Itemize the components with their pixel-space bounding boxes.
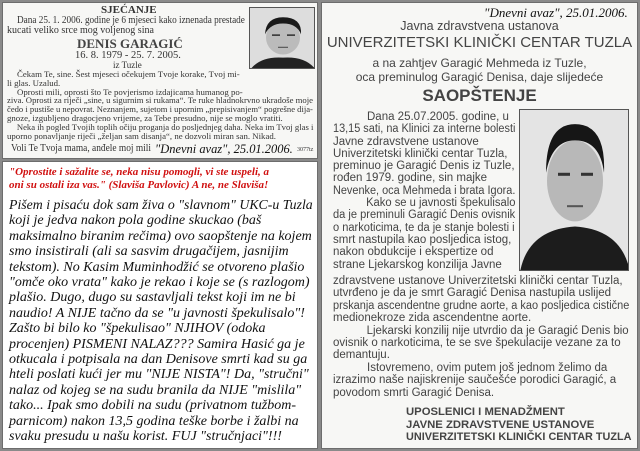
text-line: zdravstvene ustanove Univerzitetski klinički centar Tuzla, xyxy=(333,275,623,287)
comment-panel xyxy=(2,161,318,449)
text-line: uporno ponavljanje riječi „željan sam disanja“, ne dozvoli miran san. Nikad. xyxy=(7,130,276,141)
org-line-2: UNIVERZITETSKI KLINIČKI CENTAR TUZLA xyxy=(326,34,633,51)
text-line: otkucala i potpisala na dan Denisove smrti kad su ga xyxy=(9,352,308,368)
obituary-code: 3077tz xyxy=(297,147,314,153)
text-line: parnicom) nakon 13,5 godina teške borbe i žalbi na xyxy=(9,413,299,429)
text-line: demantuju. xyxy=(333,349,390,362)
obituary-heading: SJEĆANJE xyxy=(101,4,157,16)
obituary-source: "Dnevni avaz", 25.01.2006. xyxy=(155,141,293,156)
text-line: o narkoticima, te da je stanje bolesti i xyxy=(333,221,515,234)
text-line: Čekam Te, sine. Šest mjeseci očekujem Tvoje korake, Tvoj mi- xyxy=(17,69,240,79)
obituary-dates: 16. 8. 1979 - 25. 7. 2005. xyxy=(75,50,181,61)
request-text xyxy=(322,56,637,84)
text-line: utvrđeno je da je smrt Garagić Denisa nastupila uslijed xyxy=(333,287,612,300)
text-line: gnoze, izgubljeno dragocjeno vrijeme, za Tebe presudno, nije se moglo vratiti. xyxy=(7,112,283,123)
notice-body-narrow xyxy=(333,111,515,271)
signoff-line: JAVNE ZDRAVSTVENE USTANOVE xyxy=(406,418,595,431)
text-line: tekstom). No Kasim Muminhodžić se otvoreno plašio xyxy=(9,259,305,275)
text-line: preminuo je Garagić Denis iz Tuzle, xyxy=(333,160,515,173)
text-line: svaku presudu u našu korist. FUJ "stručnjaci"!!! xyxy=(9,429,282,445)
text-line: Dana 25.07.2005. godine, u xyxy=(367,111,509,123)
obituary-body xyxy=(7,70,313,140)
hospital-notice-clipping xyxy=(321,2,638,449)
org-line-1: Javna zdravstvena ustanova xyxy=(400,19,559,33)
notice-signoff xyxy=(406,406,632,444)
text-line: Javne zdravstvene ustanove xyxy=(333,135,479,148)
text-line: koji je jedva nakon pola godine skuckao (baš xyxy=(9,213,262,229)
text-line: 13,15 sati, na Klinici za interne bolesti xyxy=(333,123,516,136)
text-line: izrazimo naše najiskrenije saučešće porodici Garagić, a xyxy=(333,374,617,387)
text-line: Kako se u javnosti špekulisalo xyxy=(366,197,516,210)
text-line: procenjen) PISMENI NALAZ??? Samira Hasić ga je xyxy=(9,336,305,352)
obituary-clipping xyxy=(2,2,318,159)
notice-source: "Dnevni avaz", 25.01.2006. xyxy=(484,5,628,20)
text-line: povodom smrti Garagić Denisa. xyxy=(333,386,495,399)
notice-body-wide xyxy=(333,275,629,399)
portrait-photo xyxy=(519,109,629,271)
text-line: nakon obdukcije i ekspertize od xyxy=(333,246,494,259)
text-line: maksimalno biranim rečima) ovo saopštenje na kojem xyxy=(9,228,312,244)
text-line: smrt nastupila kao posljedica istog, xyxy=(333,233,512,246)
obituary-intro-2: kucati veliko srce mog voljenog sina xyxy=(7,25,154,36)
signoff-line: UNIVERZITETSKI KLINIČKI CENTAR TUZLA xyxy=(406,431,632,443)
text-line: rođen 1979. godine, sin majke xyxy=(333,172,488,185)
quote-line: oni su ostali iza vas." (Slaviša Pavlovic) A ne, ne Slaviša! xyxy=(9,179,269,191)
text-line: Oprosti mili, oprosti što Te povjerismo izdajicama humanog po- xyxy=(17,86,243,97)
text-line: prskanja ascendentne grudne aorte, a kao posljedica cistične xyxy=(333,299,630,312)
text-line: "omče oko vrata" kako je rekao i koje se (s razlogom) xyxy=(9,275,310,291)
text-line: tako... Ipak smo dobili na sudu (privatnom tužbom- xyxy=(9,398,296,414)
text-line: plašio. Dugo, dugo su sastavljali tekst koji im ne bi xyxy=(9,290,296,306)
text-line: hteli poslati kući jer mu "NIJE NISTA"! Da, "stručni" xyxy=(9,367,309,383)
text-line: li glas. Uzalud. xyxy=(7,77,61,88)
text-line: Ljekarski konzilij nije utvrdio da je Garagić Denis bio xyxy=(366,324,629,337)
text-line: ovisnik o narkoticima, te se sve špekulacije vezane za to xyxy=(333,337,621,350)
text-line: nalaz od kojeg se na sudu branila da NIJE "mislila" xyxy=(9,382,302,398)
portrait-photo xyxy=(249,7,315,69)
text-line: medionekroze zida ascendentne aorte. xyxy=(333,312,532,325)
text-line: da je preminuli Garagić Denis ovisnik xyxy=(333,209,516,222)
text-line: strane Ljekarskog konzilija Javne xyxy=(333,258,502,271)
text-line: smo insistirali (ali sa sasvim drugačijem, jasnijim xyxy=(9,244,289,260)
text-line: Univerzitetski klinički centar Tuzla, xyxy=(333,147,508,160)
text-line: Pišem i pisaću dok sam živa o "slavnom" UKC-u Tuzla xyxy=(9,198,313,213)
obituary-origin: iz Tuzle xyxy=(113,60,142,70)
text-line: naudio! A NIJE tačno da se "u javnosti špekulisalo"! xyxy=(9,305,305,321)
notice-title: SAOPŠTENJE xyxy=(422,86,537,105)
quote xyxy=(9,166,315,192)
request-line: oca preminulog Garagić Denisa, daje slijedeće xyxy=(355,70,604,84)
comment-text xyxy=(9,198,313,445)
obituary-name: DENIS GARAGIĆ xyxy=(77,36,183,51)
quote-line: "Oprostite i sažalite se, neka nisu pomogli, vi ste uspeli, a xyxy=(9,166,270,178)
obituary-signature: Voli Te Tvoja mama, anđele moj mili xyxy=(11,143,152,154)
text-line: Neka ih pogled Tvojih toplih očiju proganja do posljednjeg daha. Neka im Tvoj glas i xyxy=(16,121,314,132)
text-line: Zašto bi bilo ko "špekulisao" NJIHOV (odoka xyxy=(9,321,266,337)
text-line: Nevenke, oca Mehmeda i brata Igora. xyxy=(333,184,516,197)
request-line: a na zahtjev Garagić Mehmeda iz Tuzle, xyxy=(372,56,587,70)
text-line: čedo i pustiše u nepovrat. Neznanjem, sujetom i upornim „prepisivanjem“ pogrešne dija- xyxy=(7,104,313,115)
obituary-intro-1: Dana 25. 1. 2006. godine je 6 mjeseci kako iznenada prestade xyxy=(17,15,245,26)
text-line: Istovremeno, ovim putem još jednom želimo da xyxy=(367,361,608,374)
signoff-line: UPOSLENICI I MENADŽMENT xyxy=(406,406,565,418)
text-line: ziva. Oprosti za riječi „sine, u sigurnim si rukama“. Te ruke hladnokrvno ukradoše moje xyxy=(7,95,313,106)
